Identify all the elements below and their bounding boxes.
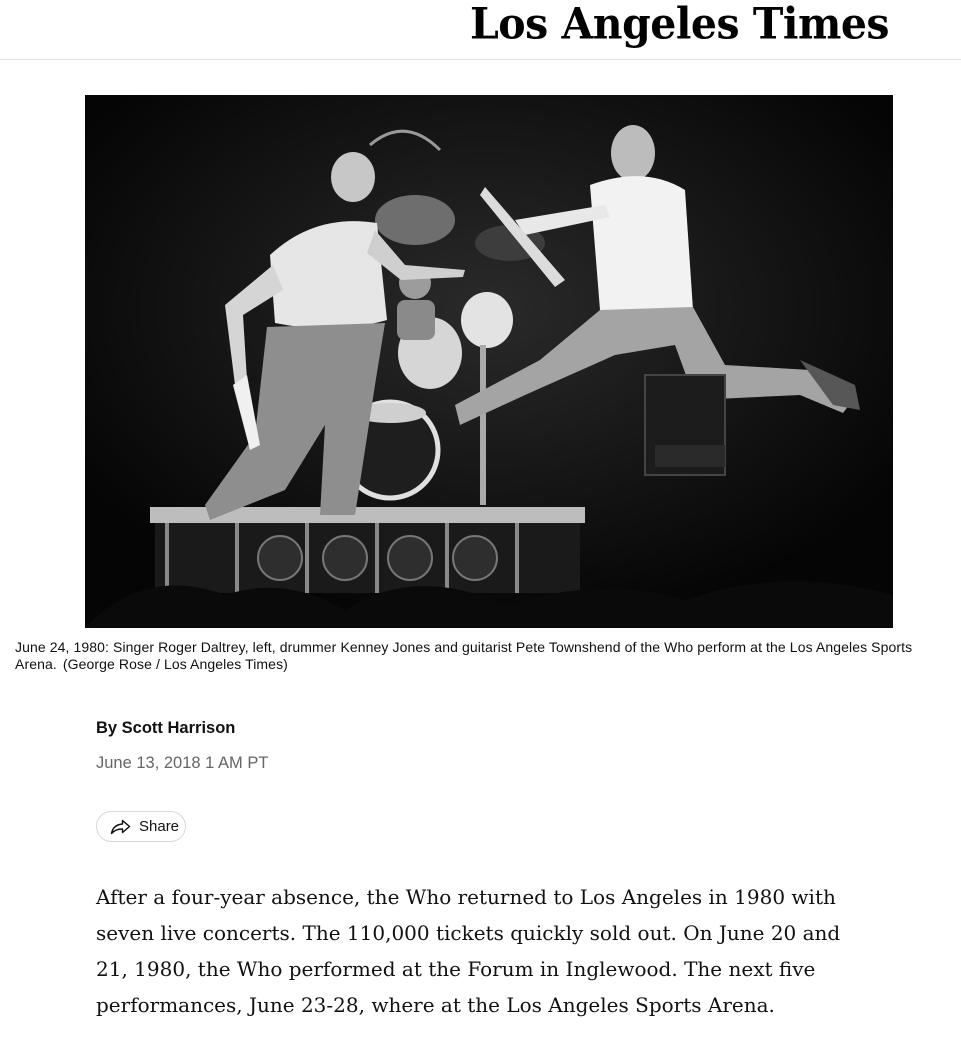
article-byline[interactable]: By Scott Harrison	[96, 719, 236, 737]
article-date: June 13, 2018 1 AM PT	[96, 754, 269, 772]
article-paragraph: After a four-year absence, the Who returned to Los Angeles in 1980 with seven live concerts. The 110,000 tickets quickly sold out. On June 20 and 21, 1980, the Who performed at the Forum in Inglewood. The next five performances, June 23-28, where at the Los Angeles Sports Arena.	[96, 885, 841, 1017]
article-photo	[85, 95, 893, 628]
site-header	[0, 0, 961, 60]
share-button[interactable]	[96, 811, 186, 842]
photo-credit: (George Rose / Los Angeles Times)	[62, 656, 288, 672]
site-logo[interactable]: Los Angeles Times	[469, 0, 889, 50]
share-icon	[110, 819, 131, 835]
photo-caption	[15, 639, 950, 673]
caption-text: June 24, 1980: Singer Roger Daltrey, left, drummer Kenney Jones and guitarist Pete Townshend of the Who perform at the Los Angeles Sports Arena.	[15, 639, 913, 672]
concert-photo-illustration	[85, 95, 893, 628]
share-label: Share	[139, 818, 180, 835]
